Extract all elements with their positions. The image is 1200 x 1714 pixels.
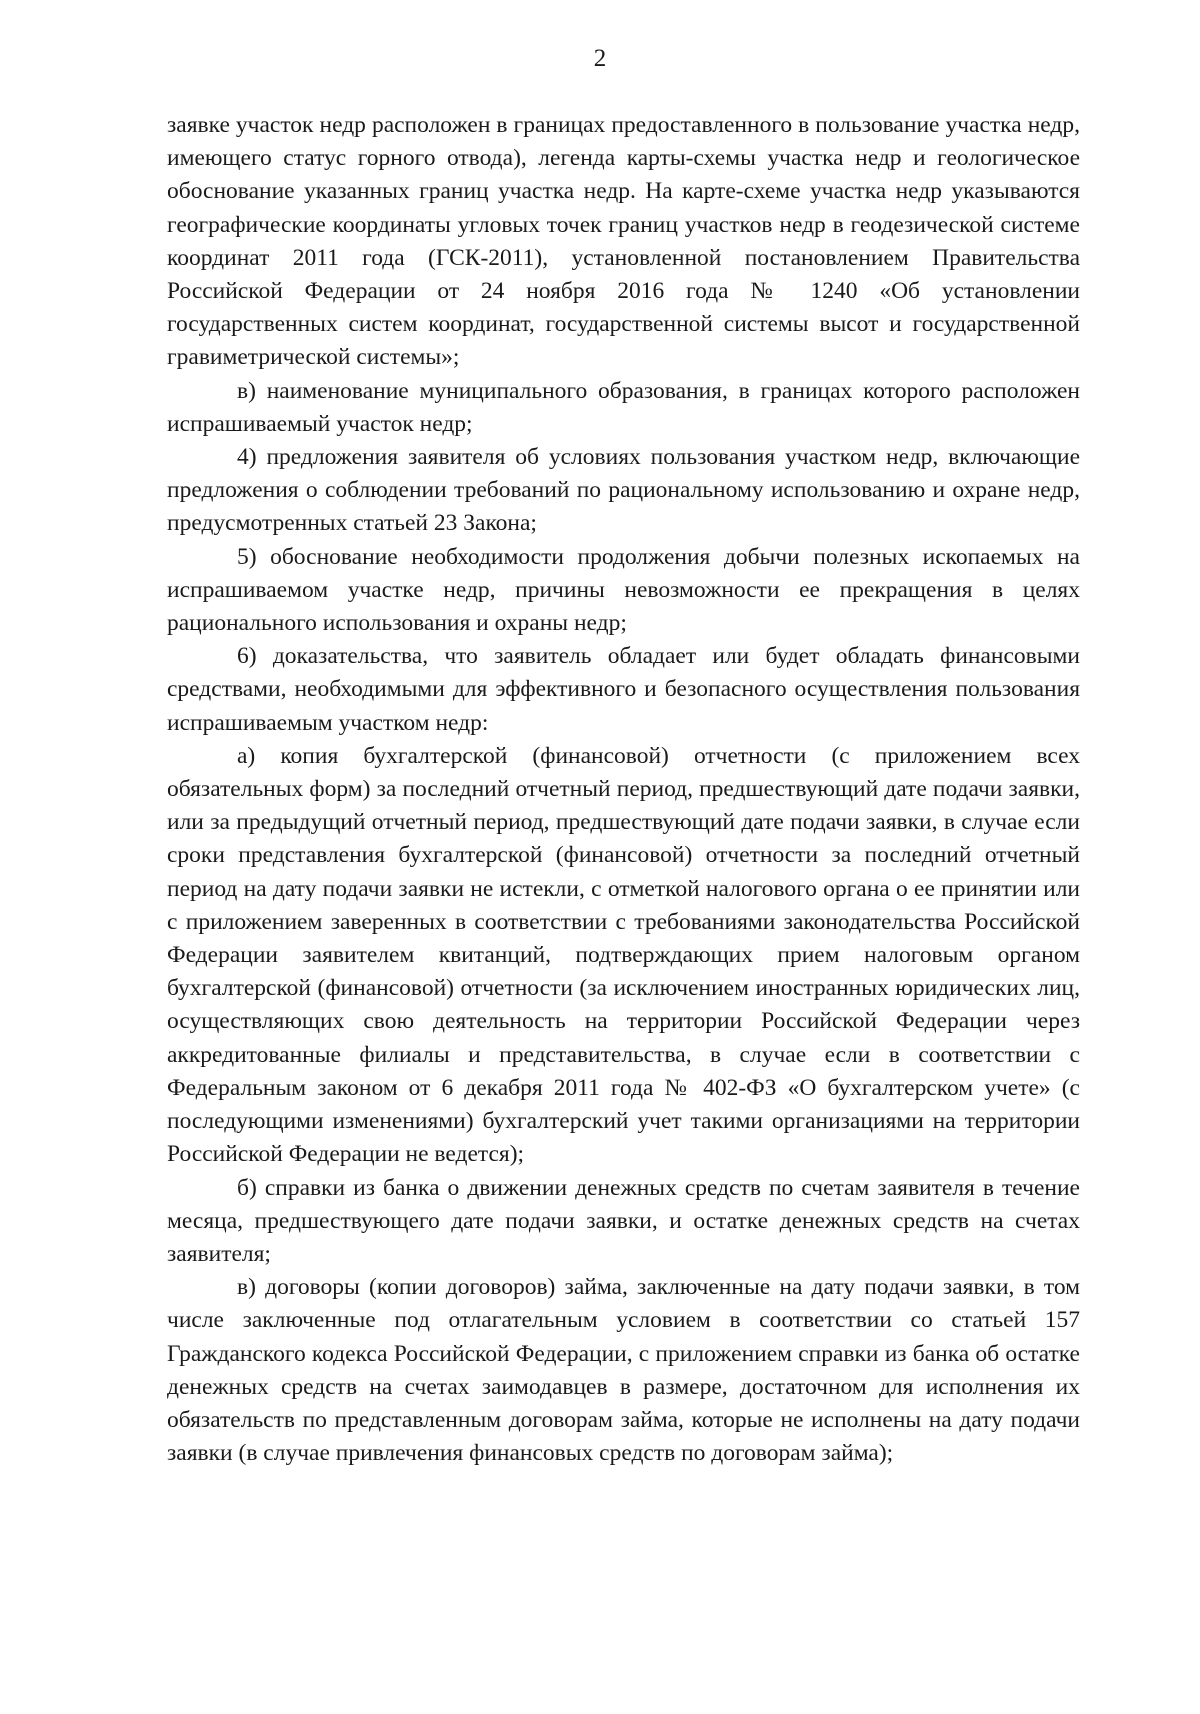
paragraph-item-4: 4) предложения заявителя об условиях пользования участком недр, включающие предложения о соблюдении требований по рациональному использованию и охране недр, предусмотренных статьей 23 Закона; (167, 444, 1080, 537)
paragraph-municipality: в) наименование муниципального образования, в границах которого расположен испрашиваемый участок недр; (167, 377, 1080, 437)
paragraph-item-6: 6) доказательства, что заявитель обладает или будет обладать финансовыми средствами, необходимыми для эффективного и безопасного осуществления пользования испрашиваемым участком недр: (167, 643, 1080, 736)
paragraph-subitem-b: б) справки из банка о движении денежных средств по счетам заявителя в течение месяца, предшествующего дате подачи заявки, и остатке денежных средств на счетах заявителя; (167, 1174, 1080, 1267)
document-body (167, 109, 1080, 1470)
paragraph-subitem-a: а) копия бухгалтерской (финансовой) отчетности (с приложением всех обязательных форм) за последний отчетный период, предшествующий дате подачи заявки, или за предыдущий отчетный период, предшествующий дате подачи заявки, в случае если сроки представления бухгалтерской (финансовой) отчетности за последний отчетный период на дату подачи заявки не истекли, с отметкой налогового органа о ее принятии или с приложением заверенных в соответствии с требованиями законодательства Российской Федерации заявителем квитанций, подтверждающих прием налоговым органом бухгалтерской (финансовой) отчетности (за исключением иностранных юридических лиц, осуществляющих свою деятельность на территории Российской Федерации через аккредитованные филиалы и представительства, в случае если в соответствии с Федеральным законом от 6 декабря 2011 года № 402-ФЗ «О бухгалтерском учете» (с последующими изменениями) бухгалтерский учет такими организациями на территории Российской Федерации не ведется); (167, 742, 1080, 1168)
paragraph-subitem-v: в) договоры (копии договоров) займа, заключенные на дату подачи заявки, в том числе заключенные под отлагательным условием в соответствии со статьей 157 Гражданского кодекса Российской Федерации, с приложением справки из банка об остатке денежных средств на счетах заимодавцев в размере, достаточном для исполнения их обязательств по представленным договорам займа, которые не исполнены на дату подачи заявки (в случае привлечения финансовых средств по договорам займа); (167, 1274, 1080, 1467)
page-number: 2 (593, 45, 607, 72)
paragraph-map-legend: заявке участок недр расположен в границах предоставленного в пользование участка недр, имеющего статус горного отвода), легенда карты-схемы участка недр и геологическое обоснование указанных границ участка недр. На карте-схеме участка недр указываются географические координаты угловых точек границ участков недр в геодезической системе координат 2011 года (ГСК-2011), установленной постановлением Правительства Российской Федерации от 24 ноября 2016 года № 1240 «Об установлении государственных систем координат, государственной системы высот и государственной гравиметрической системы»; (167, 112, 1080, 371)
paragraph-item-5: 5) обоснование необходимости продолжения добычи полезных ископаемых на испрашиваемом участке недр, причины невозможности ее прекращения в целях рационального использования и охраны недр; (167, 543, 1080, 637)
